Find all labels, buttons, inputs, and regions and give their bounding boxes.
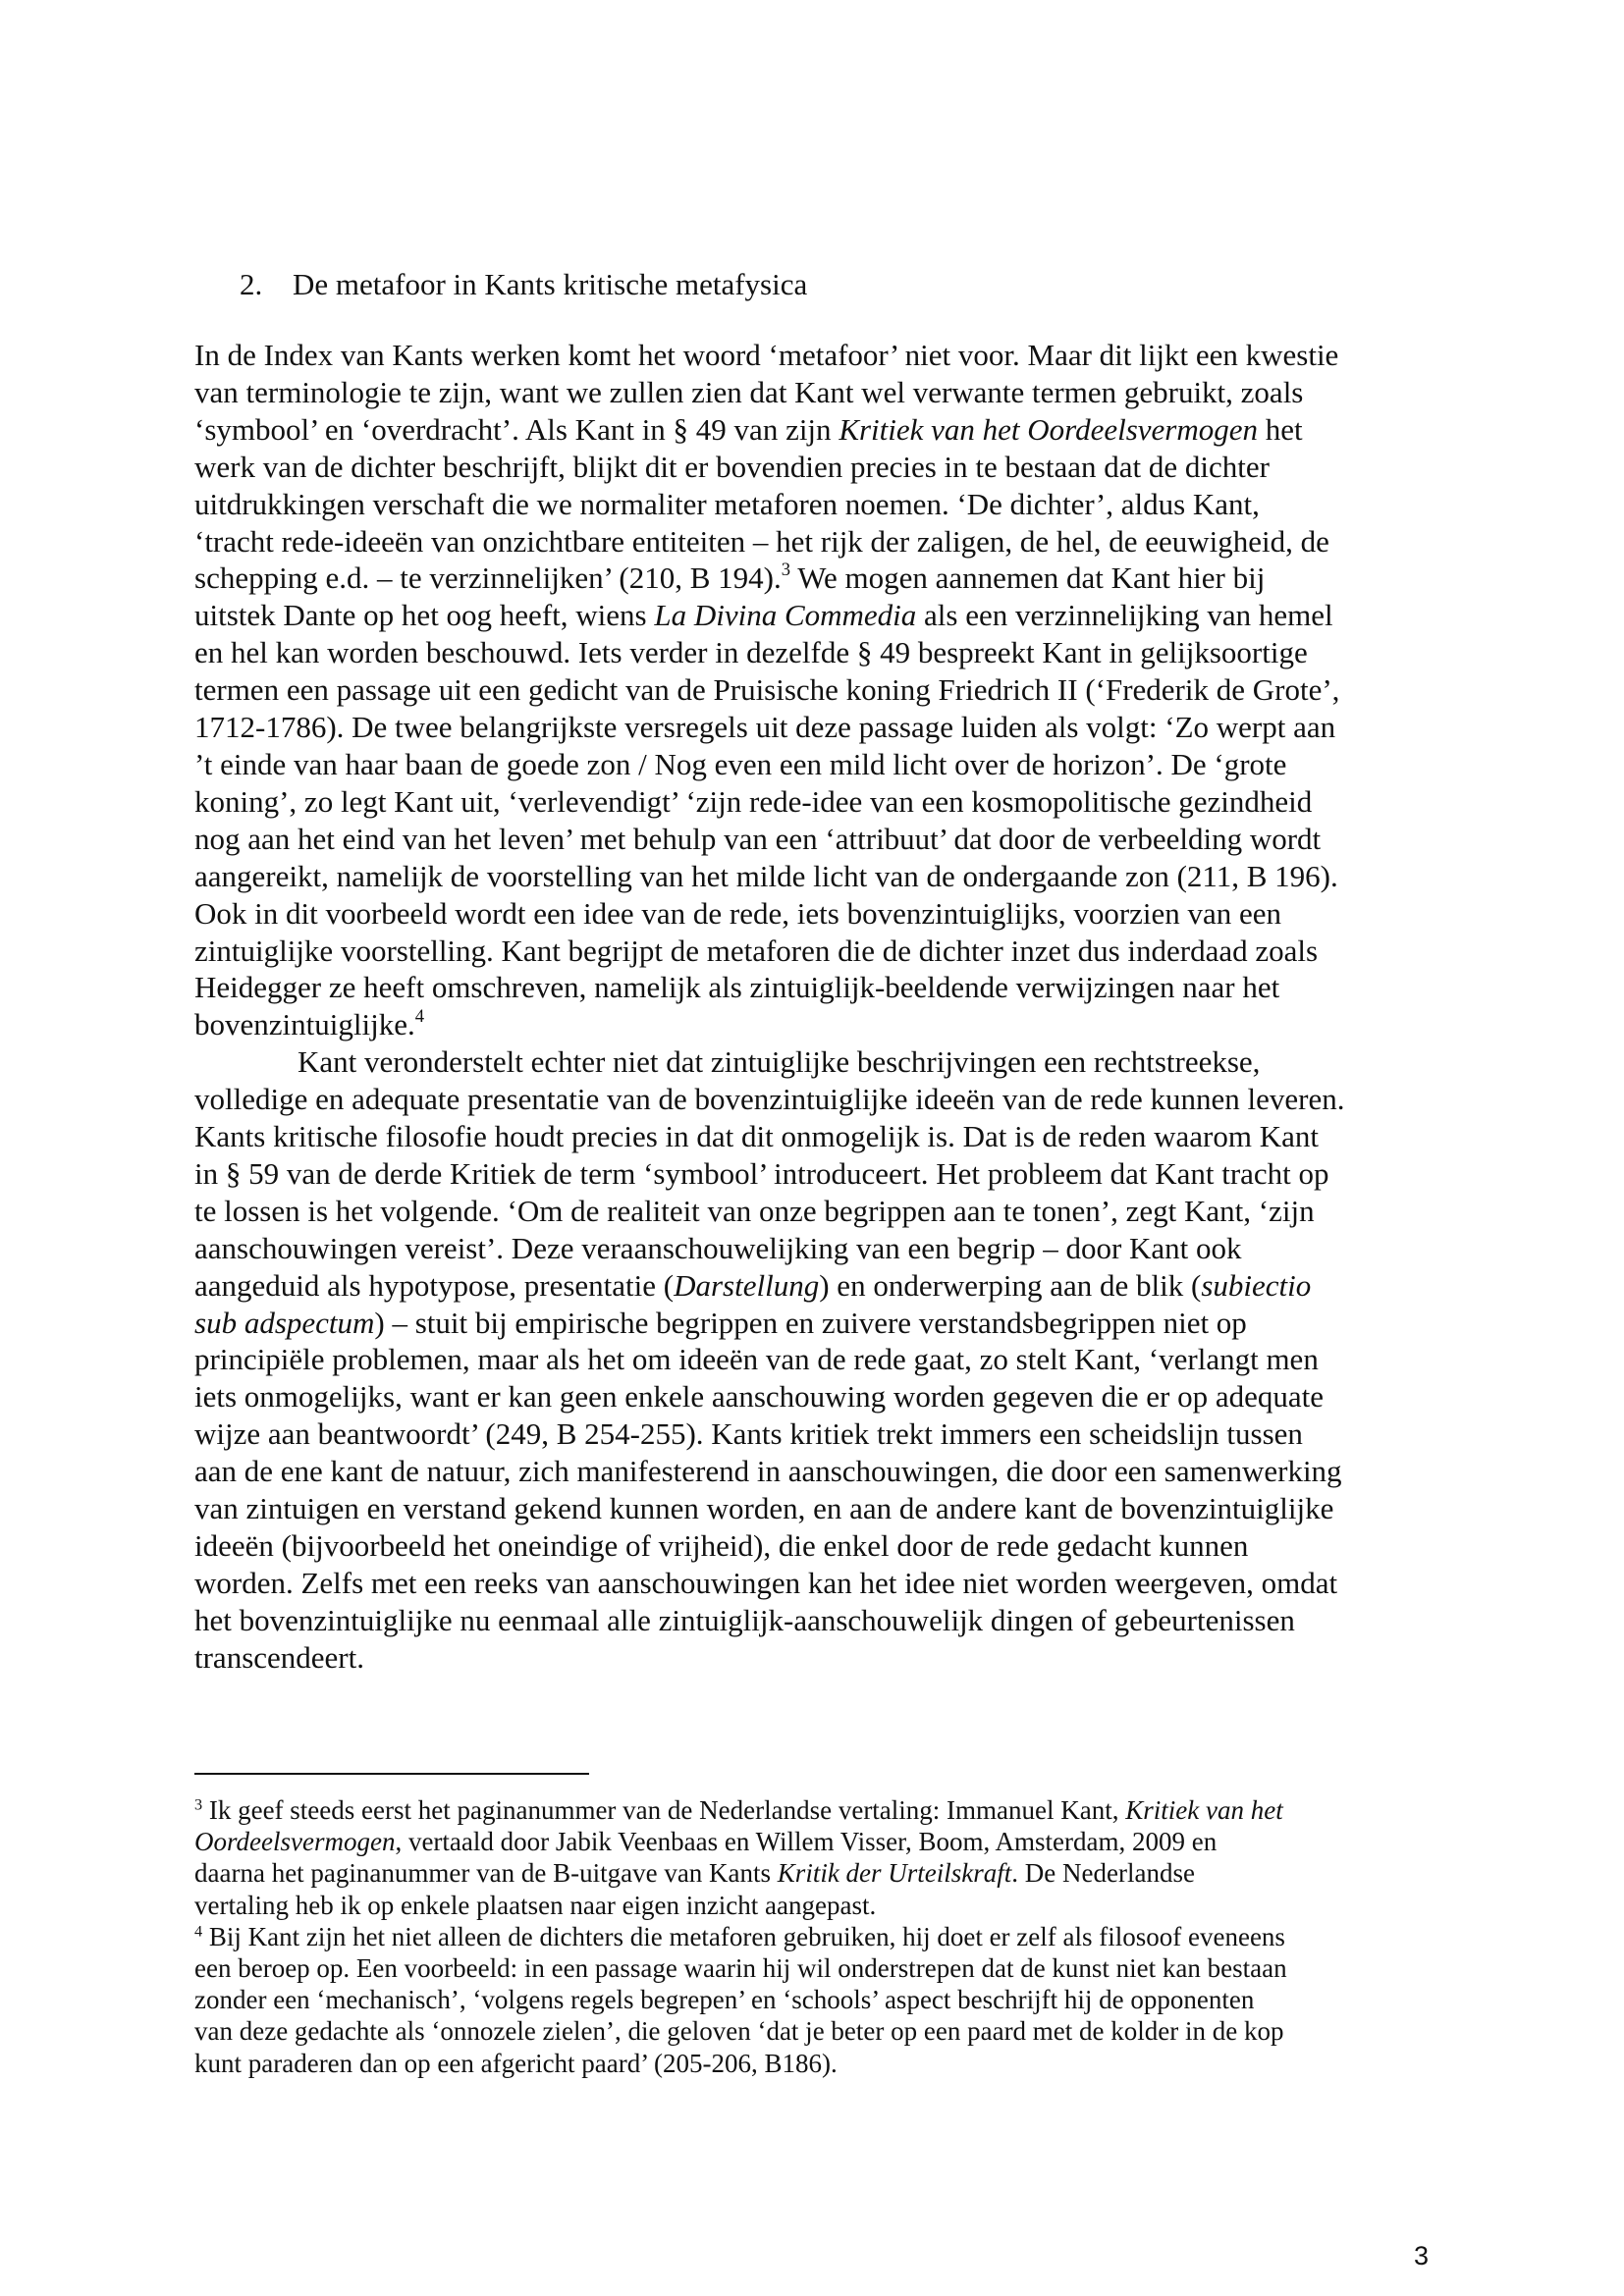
- text-line: principiële problemen, maar als het om ideeën van de rede gaat, zo stelt Kant, ‘verlangt men: [194, 1342, 1319, 1377]
- text-line: Oordeelsvermogen, vertaald door Jabik Veenbaas en Willem Visser, Boom, Amsterdam, 2009 en: [194, 1827, 1218, 1857]
- text-line: volledige en adequate presentatie van de bovenzintuiglijke ideeën van de rede kunnen leveren.: [194, 1082, 1345, 1117]
- text-line: daarna het paginanummer van de B-uitgave van Kants Kritik der Urteilskraft. De Nederlandse: [194, 1858, 1195, 1889]
- text-line: uitdrukkingen verschaft die we normaliter metaforen noemen. ‘De dichter’, aldus Kant,: [194, 486, 1260, 521]
- text-line: ideeën (bijvoorbeeld het oneindige of vrijheid), die enkel door de rede gedacht kunnen: [194, 1528, 1249, 1563]
- text-line: aan de ene kant de natuur, zich manifesterend in aanschouwingen, die door een samenwerking: [194, 1454, 1342, 1489]
- text-line: termen een passage uit een gedicht van de Pruisische koning Friedrich II (‘Frederik de Grote’,: [194, 672, 1340, 708]
- text-line: nog aan het eind van het leven’ met behulp van een ‘attribuut’ dat door de verbeelding wordt: [194, 821, 1322, 856]
- text-line: van zintuigen en verstand gekend kunnen worden, en aan de andere kant de bovenzintuiglijke: [194, 1491, 1334, 1526]
- text-line: koning’, zo legt Kant uit, ‘verlevendigt’ ‘zijn rede-idee van een kosmopolitische gezindheid: [194, 783, 1313, 819]
- footnote-marker: 4: [194, 1922, 203, 1941]
- section-title: De metafoor in Kants kritische metafysica: [293, 267, 808, 301]
- text-line: werk van de dichter beschrijft, blijkt dit er bovendien precies in te bestaan dat de dichter: [194, 449, 1270, 484]
- text-line: iets onmogelijks, want er kan geen enkele aanschouwing worden gegeven die er op adequate: [194, 1379, 1325, 1415]
- text-line: in § 59 van de derde Kritiek de term ‘symbool’ introduceert. Het probleem dat Kant tracht op: [194, 1155, 1329, 1191]
- text-line: ‘symbool’ en ‘overdracht’. Als Kant in § 49 van zijn Kritiek van het Oordeelsvermogen het: [194, 411, 1303, 447]
- text-line: zintuiglijke voorstelling. Kant begrijpt de metaforen die de dichter inzet dus inderdaad zoals: [194, 933, 1319, 968]
- text-line: schepping e.d. – te verzinnelijken’ (210, B 194).$^3$ We mogen aannemen dat Kant hier bij: [194, 560, 1266, 596]
- text-line: uitstek Dante op het oog heeft, wiens La Divina Commedia als een verzinnelijking van hemel: [194, 598, 1333, 633]
- page-number: 3: [1414, 2241, 1430, 2270]
- section-number: 2.: [240, 267, 263, 301]
- text-line: aanschouwingen vereist’. Deze veraanschouwelijking van een begrip – door Kant ook: [194, 1230, 1242, 1265]
- footnote-ref-3[interactable]: 3: [781, 560, 791, 581]
- italic-term: Darstellung: [674, 1267, 820, 1303]
- italic-term: sub adspectum: [194, 1305, 375, 1340]
- text-line: $^4$ Bij Kant zijn het niet alleen de dichters die metaforen gebruiken, hij doet er zelf als filosoof eveneens: [194, 1921, 1285, 1951]
- text-line: ’t einde van haar baan de goede zon / Nog even een mild licht over de horizon’. De ‘grote: [194, 746, 1287, 781]
- book-title: Kritiek van het Oordeelsvermogen: [839, 411, 1259, 447]
- footnotes: [194, 1794, 1451, 2079]
- text-line: Heidegger ze heeft omschreven, namelijk als zintuiglijk-beeldende verwijzingen naar het: [194, 970, 1280, 1005]
- section-heading: [240, 265, 807, 304]
- italic-term: subiectio: [1201, 1267, 1312, 1303]
- text-line: Ook in dit voorbeeld wordt een idee van de rede, iets bovenzintuiglijks, voorzien van een: [194, 895, 1282, 931]
- text-line: zonder een ‘mechanisch’, ‘volgens regels begrepen’ en ‘schools’ aspect beschrijft hij de opponenten: [194, 1985, 1255, 2015]
- paragraph-2: [194, 1043, 1432, 1676]
- footnote-marker: 3: [194, 1795, 203, 1814]
- text-line: aangeduid als hypotypose, presentatie (Darstellung) en onderwerping aan de blik (subiectio: [194, 1267, 1312, 1303]
- text-line: van deze gedachte als ‘onnozele zielen’, die geloven ‘dat je beter op een paard met de kolder in de kop: [194, 2016, 1284, 2047]
- footnote-3: [194, 1794, 1451, 1921]
- text-line: kunt paraderen dan op een afgericht paard’ (205-206, B186).: [194, 2048, 838, 2078]
- book-title: La Divina Commedia: [654, 598, 917, 633]
- text-line: het bovenzintuiglijke nu eenmaal alle zintuiglijk-aanschouwelijk dingen of gebeurtenissen: [194, 1602, 1295, 1637]
- text-line: te lossen is het volgende. ‘Om de realiteit van onze begrippen aan te tonen’, zegt Kant, ‘zijn: [194, 1193, 1315, 1228]
- text-line: Kant veronderstelt echter niet dat zintuiglijke beschrijvingen een rechtstreekse,: [298, 1044, 1261, 1080]
- text-line: aangereikt, namelijk de voorstelling van het milde licht van de ondergaande zon (211, B 196).: [194, 858, 1338, 893]
- paragraph-1: [194, 337, 1432, 1043]
- text-line: sub adspectum) – stuit bij empirische begrippen en zuivere verstandsbegrippen niet op: [194, 1305, 1247, 1340]
- text-line: 1712-1786). De twee belangrijkste versregels uit deze passage luiden als volgt: ‘Zo werpt aan: [194, 710, 1336, 745]
- text-line: van terminologie te zijn, want we zullen zien dat Kant wel verwante termen gebruikt, zoals: [194, 374, 1304, 409]
- text-line: transcendeert.: [194, 1639, 364, 1675]
- text-line: ‘tracht rede-ideeën van onzichtbare entiteiten – het rijk der zaligen, de hel, de eeuwigheid, de: [194, 523, 1329, 559]
- text-line: en hel kan worden beschouwd. Iets verder in dezelfde § 49 bespreekt Kant in gelijksoortige: [194, 635, 1308, 670]
- footnote-separator: [194, 1773, 589, 1775]
- text-line: worden. Zelfs met een reeks van aanschouwingen kan het idee niet worden weergeven, omdat: [194, 1565, 1338, 1600]
- body-text: [194, 337, 1432, 1677]
- text-line: wijze aan beantwoordt’ (249, B 254-255). Kants kritiek trekt immers een scheidslijn tussen: [194, 1416, 1303, 1452]
- text-line: In de Index van Kants werken komt het woord ‘metafoor’ niet voor. Maar dit lijkt een kwestie: [194, 338, 1339, 372]
- text-line: $^3$ Ik geef steeds eerst het paginanummer van de Nederlandse vertaling: Immanuel Kant, Kritiek van het: [194, 1795, 1283, 1825]
- text-line: een beroep op. Een voorbeeld: in een passage waarin hij wil onderstrepen dat de kunst niet kan bestaan: [194, 1953, 1287, 1984]
- footnote-4: [194, 1921, 1451, 2079]
- text-line: bovenzintuiglijke.$^4$: [194, 1006, 425, 1042]
- footnote-ref-4[interactable]: 4: [414, 1006, 425, 1028]
- text-line: vertaling heb ik op enkele plaatsen naar eigen inzicht aangepast.: [194, 1890, 877, 1920]
- text-line: Kants kritische filosofie houdt precies in dat dit onmogelijk is. Dat is de reden waarom Kant: [194, 1119, 1320, 1154]
